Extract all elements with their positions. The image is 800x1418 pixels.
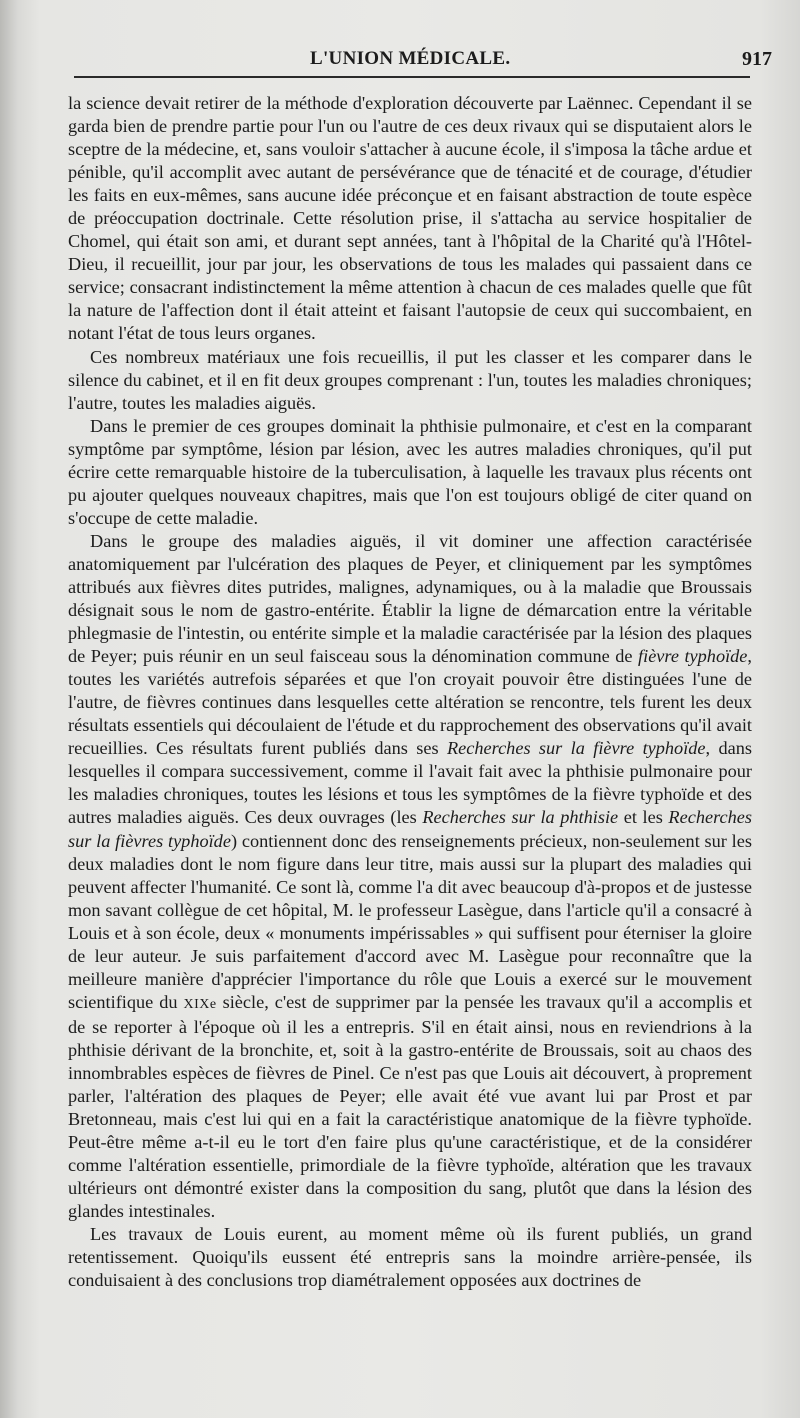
paragraph-4-text-f: siècle, c'est de supprimer par la pensée les travaux qu'il a accomplis et de se reporter à l'époque où il les a entrepris. S'il en était ainsi, nous en reviendrions à la phthisie dérivant de la bronchite, et, soit à la gastro-entérite de Broussais, soit au chaos des innombrables espèces de fièvres de Pinel. Ce n'est pas que Louis ait découvert, à proprement parler, l'altération des plaques de Peyer; elle avait été vue avant lui par Prost et par Bretonneau, mais c'est lui qui en a fait la caractéristique anatomique de la fièvre typhoïde. Peut-être même a-t-il eu le tort d'en faire plus qu'une caractéristique, et de la considérer comme l'altération essentielle, primordiale de la fièvre typhoïde, altération que les travaux ultérieurs ont démontré exister dans la composition du sang, plutôt que dans la lésion des glandes intestinales. [68,991,752,1222]
journal-title: L'UNION MÉDICALE. [310,48,511,69]
show-through-margin [2,900,48,996]
paragraph-5: Les travaux de Louis eurent, au moment même où ils furent publiés, un grand retentissement. Quoiqu'ils eussent été entrepris sans la moindre arrière-pensée, ils conduisaient à des conclusions trop diamétralement opposées aux doctrines de [68,1224,752,1291]
paragraph-4 [68,530,752,1223]
italic-recherches-phthisie: Recherches sur la phthisie [422,807,619,828]
paragraph-1: la science devait retirer de la méthode d'exploration découverte par Laënnec. Cependant il se garda bien de prendre partie pour l'un ou l'autre de ces deux rivaux qui se disputaient alors le sceptre de la médecine, et, sans vouloir s'attacher à aucune école, il s'imposa la tâche ardue et pénible, qu'il accomplit avec autant de persévérance que de ténacité et de courage, d'étudier les faits en eux-mêmes, sans aucune idée préconçue et en faisant abstraction de toute espèce de préoccupation doctrinale. Cette résolution prise, il s'attacha au service hospitalier de Chomel, qui était son ami, et durant sept années, tant à l'hôpital de la Charité qu'à l'Hôtel-Dieu, il recueillit, jour par jour, les observations de tous les malades qui passaient dans ce service; consacrant indistinctement la même attention à chacun de ces malades quelle que fût la nature de l'affection dont il était atteint et faisant l'autopsie de ceux qui succombaient, en notant l'état de tous leurs organes. [68,93,752,344]
article-body [68,92,752,1292]
paragraph-3: Dans le premier de ces groupes dominait la phthisie pulmonaire, et c'est en la comparant symptôme par symptôme, lésion par lésion, avec les autres maladies chroniques, qu'il put écrire cette remarquable histoire de la tuberculisation, à laquelle les travaux plus récents ont pu ajouter quelques nouveaux chapitres, mais que l'on est toujours obligé de citer quand on s'occupe de cette maladie. [68,415,752,528]
italic-recherches-fievres: Recherches sur la fièvres typhoïde [68,807,752,851]
paragraph-4-text-d: et les [618,807,669,828]
paragraph-2: Ces nombreux matériaux une fois recueillis, il put les classer et les comparer dans le silence du cabinet, et il en fit deux groupes comprenant : l'un, toutes les maladies chroniques; l'autre, toutes les maladies aiguës. [68,346,752,413]
running-header [0,44,800,74]
page-number: 917 [742,48,772,70]
italic-fievre-typhoide: fièvre typhoïde [638,646,748,667]
header-rule [74,76,750,78]
paragraph-4-text-e: ) contiennent donc des renseignements précieux, non-seulement sur les deux maladies dont le nom figure dans leur titre, mais aussi sur la plupart des maladies qui peuvent affecter l'humanité. Ce sont là, comme l'a dit avec beaucoup d'à-propos et de justesse mon savant collègue de cet hôpital, M. le professeur Lasègue, dans l'article qu'il a consacré à Louis et à son école, deux « monuments impérissables » qui suffisent pour éterniser la gloire de leur auteur. Je suis parfaitement d'accord avec M. Lasègue pour reconnaître que la meilleure manière d'apprécier l'importance du rôle que Louis a exercé sur le mouvement scientifique du [68,830,752,1012]
paragraph-4-text-c: , dans lesquelles il compara successivement, comme il l'avait fait avec la phthisie pulmonaire pour les maladies chroniques, toutes les lésions et tous les symptômes de la fièvre typhoïde et des autres maladies aiguës. Ces deux ouvrages (les [68,738,753,828]
paragraph-4-text-b: , toutes les variétés autrefois séparées et que l'on croyait pouvoir être distinguées l'une de l'autre, de fièvres continues dans lesquelles cette altération se rencontre, tels furent les deux résultats essentiels qui découlaient de l'étude et du rapprochement des observations qu'il avait recueillies. Ces résultats furent publiés dans ses [68,646,752,759]
italic-recherches-fievre: Recherches sur la fièvre typhoïde [446,738,706,759]
century-numeral: XIXe [183,996,217,1012]
paragraph-4-text-a: Dans le groupe des maladies aiguës, il vit dominer une affection caractérisée anatomiquement par l'ulcération des plaques de Peyer, et cliniquement par les symptômes attribués aux fièvres dites putrides, malignes, adynamiques, ou à la maladie que Broussais désignait sous le nom de gastro-entérite. Établir la ligne de démarcation entre la véritable phlegmasie de l'intestin, ou entérite simple et la maladie caractérisée par la lésion des plaques de Peyer; puis réunir en un seul faisceau sous la dénomination commune de [68,530,753,667]
